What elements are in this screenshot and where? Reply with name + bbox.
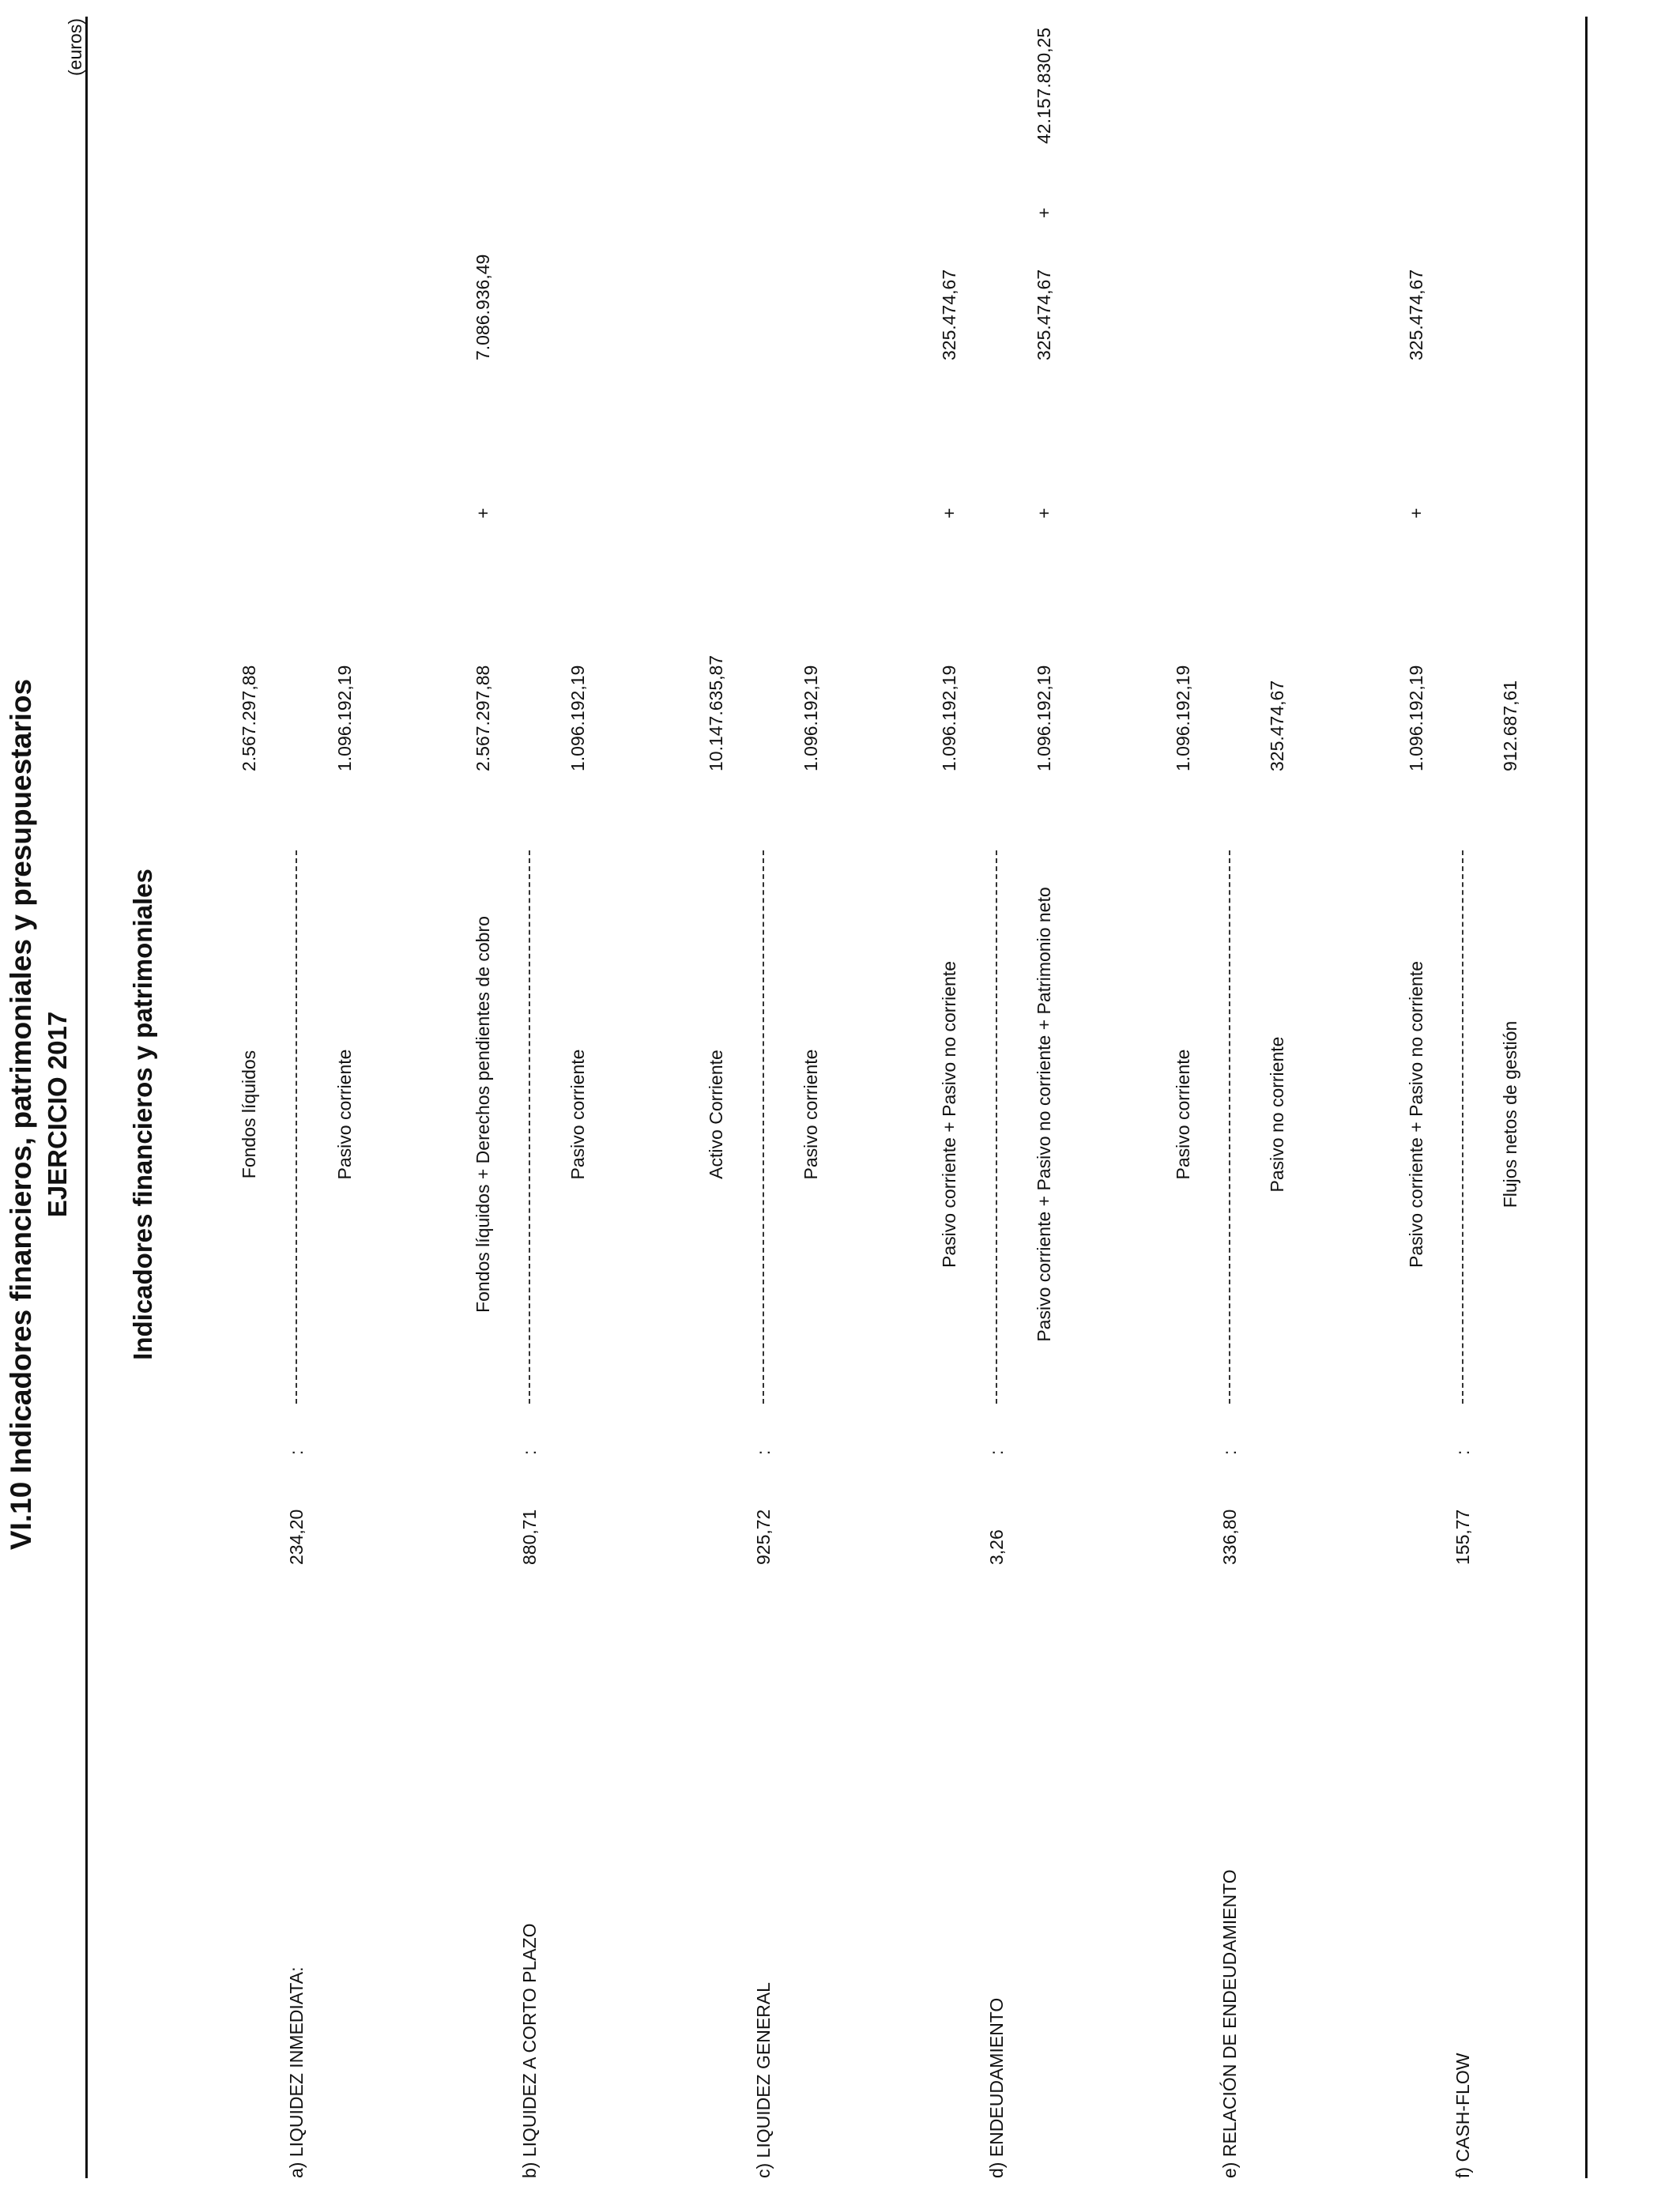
fraction-line: [1462, 850, 1463, 1404]
fraction-line: [296, 850, 297, 1404]
denominator-plus: +: [1034, 507, 1054, 518]
page-title: VI.10 Indicadores financieros, patrimoniales y presupuestarios: [5, 678, 37, 1551]
numerator-label: Pasivo corriente + Pasivo no corriente: [939, 960, 959, 1269]
numerator-label: Pasivo corriente + Pasivo no corriente: [1406, 960, 1426, 1269]
indicator-value: 880,71: [519, 1509, 540, 1565]
denominator-value: 1.096.192,19: [800, 665, 821, 771]
numerator-value: 10.147.635,87: [706, 654, 726, 771]
indicator-value: 234,20: [286, 1509, 307, 1565]
indicator-colon: :: [986, 1449, 1007, 1455]
indicator-label: e) RELACIÓN DE ENDEUDAMIENTO: [1219, 1869, 1240, 2178]
denominator-value-2: 325.474,67: [1034, 269, 1054, 360]
numerator-label: Fondos líquidos + Derechos pendientes de cobro: [473, 916, 493, 1313]
numerator-plus: +: [939, 507, 959, 518]
numerator-label: Pasivo corriente: [1173, 1049, 1193, 1180]
indicator-colon: :: [753, 1449, 774, 1455]
indicator-label: f) CASH-FLOW: [1452, 2053, 1473, 2178]
indicator-label: d) ENDEUDAMIENTO: [986, 1997, 1007, 2178]
denominator-label: Flujos netos de gestión: [1500, 1020, 1520, 1208]
top-rule: [85, 17, 88, 2178]
denominator-value: 325.474,67: [1267, 680, 1287, 771]
indicator-value: 925,72: [753, 1509, 774, 1565]
denominator-value: 1.096.192,19: [334, 665, 355, 771]
numerator-value-2: 325.474,67: [939, 269, 959, 360]
numerator-plus: +: [473, 507, 493, 518]
denominator-label: Pasivo corriente: [800, 1049, 821, 1180]
numerator-value-2: 325.474,67: [1406, 269, 1426, 360]
denominator-value: 912.687,61: [1500, 680, 1520, 771]
units-label: (euros): [65, 18, 85, 76]
numerator-value: 2.567.297,88: [239, 665, 259, 771]
denominator-label: Pasivo corriente: [567, 1049, 588, 1180]
numerator-plus: +: [1406, 507, 1426, 518]
denominator-label: Pasivo no corriente: [1267, 1036, 1287, 1193]
indicator-colon: :: [519, 1449, 540, 1455]
denominator-label: Pasivo corriente + Pasivo no corriente + Patrimonio neto: [1034, 887, 1054, 1342]
numerator-value: 2.567.297,88: [473, 665, 493, 771]
indicator-colon: :: [1219, 1449, 1240, 1455]
indicator-label: a) LIQUIDEZ INMEDIATA:: [286, 1966, 307, 2178]
indicator-label: b) LIQUIDEZ A CORTO PLAZO: [519, 1923, 540, 2178]
page-subtitle: EJERCICIO 2017: [43, 1011, 72, 1218]
fraction-line: [763, 850, 764, 1404]
indicator-label: c) LIQUIDEZ GENERAL: [753, 1982, 774, 2178]
denominator-value-3: 42.157.830,25: [1034, 27, 1054, 144]
denominator-plus-2: +: [1034, 207, 1054, 218]
section-title: Indicadores financieros y patrimoniales: [128, 869, 157, 1360]
numerator-value: 1.096.192,19: [939, 665, 959, 771]
indicator-colon: :: [1452, 1449, 1473, 1455]
indicator-value: 155,77: [1452, 1509, 1473, 1565]
right-rule: [1585, 17, 1588, 2178]
fraction-line: [529, 850, 530, 1404]
numerator-label: Activo Corriente: [706, 1050, 726, 1179]
indicator-value: 3,26: [986, 1529, 1007, 1565]
denominator-value: 1.096.192,19: [1034, 665, 1054, 771]
numerator-value-2: 7.086.936,49: [473, 254, 493, 360]
numerator-label: Fondos líquidos: [239, 1050, 259, 1179]
fraction-line: [996, 850, 997, 1404]
fraction-line: [1229, 850, 1230, 1404]
denominator-value: 1.096.192,19: [567, 665, 588, 771]
numerator-value: 1.096.192,19: [1406, 665, 1426, 771]
numerator-value: 1.096.192,19: [1173, 665, 1193, 771]
denominator-label: Pasivo corriente: [334, 1049, 355, 1180]
indicator-value: 336,80: [1219, 1509, 1240, 1565]
indicator-colon: :: [286, 1449, 307, 1455]
